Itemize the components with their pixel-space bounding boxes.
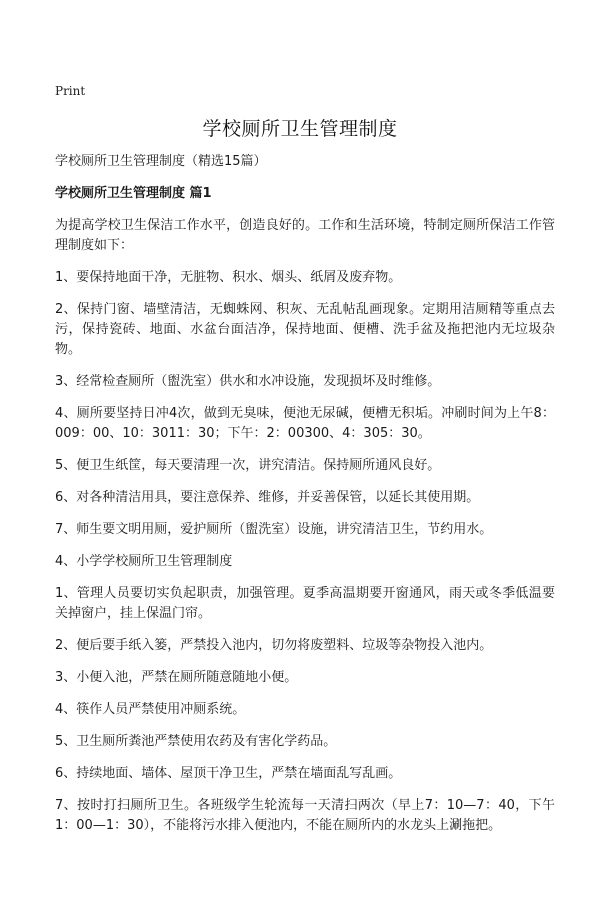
paragraph-rule-3: 3、经常检查厕所（盥洗室）供水和水冲设施，发现损坏及时维修。: [55, 374, 441, 389]
document-body: [55, 152, 555, 848]
paragraph-school-rule-3: 3、小便入池，严禁在厕所随意随地小便。: [55, 670, 298, 685]
paragraph-rule-6: 6、对各种清洁用具，要注意保养、维修，并妥善保管，以延长其使用期。: [55, 490, 480, 505]
document-title: 学校厕所卫生管理制度: [202, 118, 398, 140]
paragraph-school-rule-5: 5、卫生厕所粪池严禁使用农药及有害化学药品。: [55, 734, 337, 749]
paragraph-school-rule-6: 6、持续地面、墙体、屋顶干净卫生，严禁在墙面乱写乱画。: [55, 766, 402, 781]
print-label: Print: [55, 84, 86, 98]
paragraph-school-rule-4: 4、筷作人员严禁使用冲厕系统。: [55, 702, 246, 717]
document-subtitle: 学校厕所卫生管理制度（精选15篇）: [55, 154, 267, 169]
paragraph-subheading: 4、小学学校厕所卫生管理制度: [55, 554, 233, 569]
paragraph-school-rule-1: 1、管理人员要切实负起职责，加强管理。夏季高温期要开窗通风，雨天或冬季低温要关掉窗户，挂上保温门帘。: [55, 586, 555, 621]
paragraph-rule-2: 2、保持门窗、墙壁清洁，无蜘蛛网、积灰、无乱帖乱画现象。定期用洁厕精等重点去污，保持瓷砖、地面、水盆台面洁净，保持地面、便槽、洗手盆及拖把池内无垃圾杂物。: [55, 302, 555, 357]
section-heading: 学校厕所卫生管理制度 篇1: [55, 186, 212, 201]
paragraph-school-rule-2: 2、便后要手纸入篓，严禁投入池内，切勿将废塑料、垃圾等杂物投入池内。: [55, 638, 493, 653]
paragraph-school-rule-7: 7、按时打扫厕所卫生。各班级学生轮流每一天清扫两次（早上7：10—7：40，下午1：00—1：30），不能将污水排入便池内，不能在厕所内的水龙头上涮拖把。: [55, 798, 555, 833]
paragraph-rule-4: 4、厕所要坚持日冲4次，做到无臭味，便池无尿碱，便槽无积垢。冲刷时间为上午8：009：00、10：3011：30；下午：2：00300、4：305：30。: [55, 406, 555, 441]
paragraph-intro: 为提高学校卫生保洁工作水平，创造良好的。工作和生活环境，特制定厕所保洁工作管理制度如下：: [55, 218, 555, 253]
paragraph-rule-1: 1、要保持地面干净，无脏物、积水、烟头、纸屑及废弃物。: [55, 270, 402, 285]
paragraph-rule-5: 5、便卫生纸筐，每天要清理一次，讲究清洁。保持厕所通风良好。: [55, 458, 441, 473]
paragraph-rule-7: 7、师生要文明用厕，爱护厕所（盥洗室）设施，讲究清洁卫生，节约用水。: [55, 522, 493, 537]
